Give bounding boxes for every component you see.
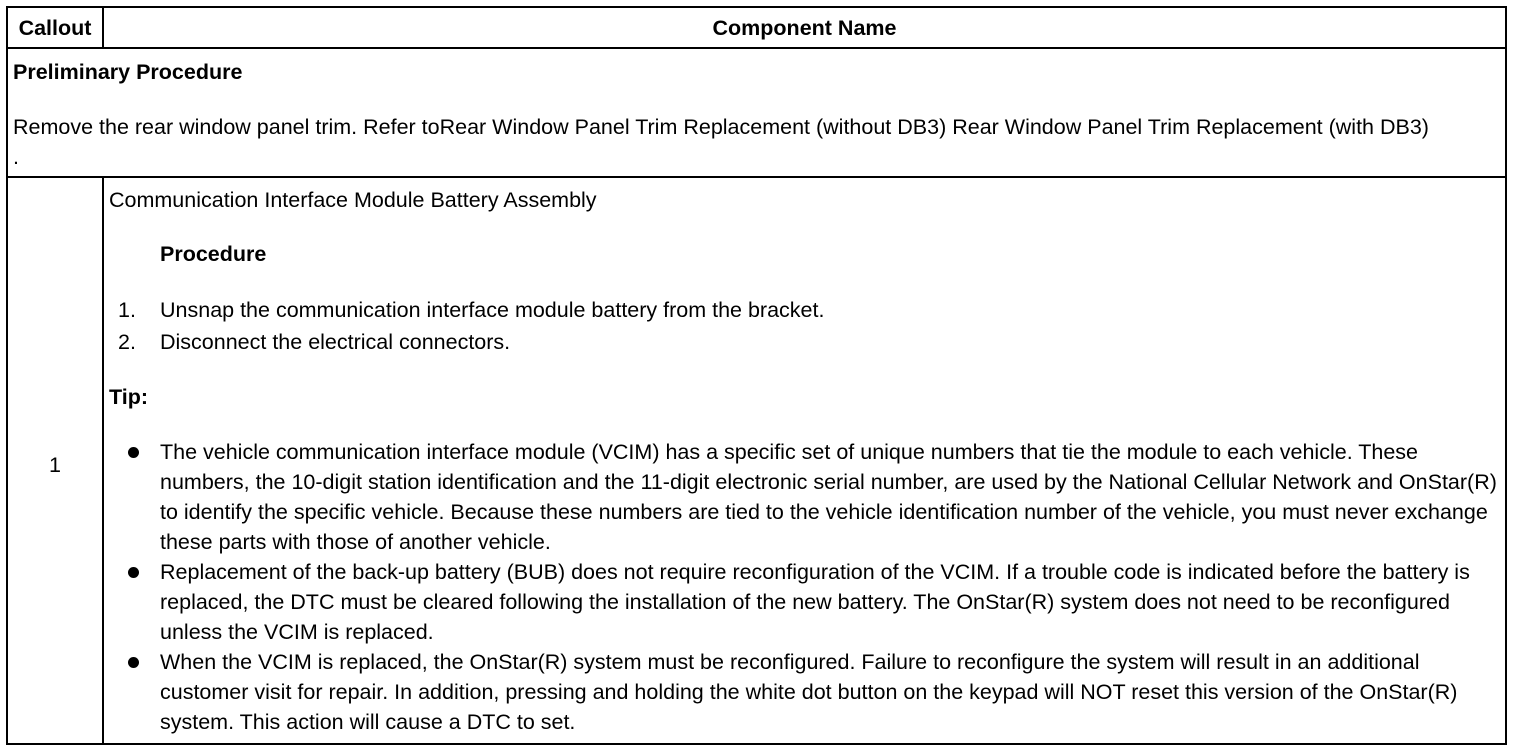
callout-number: 1 — [49, 453, 61, 477]
bullet-icon — [128, 657, 139, 668]
tip-text: The vehicle communication interface module (VCIM) has a specific set of unique numbers that tie the module to each vehicle. These numbers, the 10-digit station identification and the 11-digit electronic serial number, are used by the National Cellular Network and OnStar(R) to identify the specific vehicle. Because these numbers are tied to the vehicle identification number of the vehicle, you must never exchange these parts with those of another vehicle. — [160, 440, 1497, 554]
bullet-icon — [128, 447, 139, 458]
tip-list — [118, 437, 1503, 737]
component-table — [6, 6, 1507, 745]
callout-cell — [8, 178, 104, 743]
callout-column-header: Callout — [8, 8, 104, 47]
tip-label: Tip: — [109, 385, 149, 409]
component-name: Communication Interface Module Battery Assembly — [109, 188, 597, 212]
step-number: 1. — [118, 298, 136, 322]
step-text: Disconnect the electrical connectors. — [160, 330, 511, 354]
component-cell — [104, 178, 1505, 743]
preliminary-procedure-text: Remove the rear window panel trim. Refer toRear Window Panel Trim Replacement (without DB3) Rear Window Panel Trim Replacement (with DB3) . — [13, 115, 1429, 169]
procedure-step — [118, 326, 824, 358]
procedure-title: Procedure — [160, 242, 267, 266]
tip-text: When the VCIM is replaced, the OnStar(R) system must be reconfigured. Failure to reconfigure the system will result in an additional customer visit for repair. In addition, pressing and holding the white dot button on the keypad will NOT reset this version of the OnStar(R) system. This action will cause a DTC to set. — [160, 650, 1458, 734]
tip-item — [118, 437, 1503, 557]
bullet-icon — [128, 567, 139, 578]
preliminary-procedure-title: Preliminary Procedure — [13, 60, 243, 84]
tip-item — [118, 557, 1503, 647]
preliminary-procedure-row — [8, 49, 1505, 178]
step-number: 2. — [118, 330, 136, 354]
component-name-column-header: Component Name — [712, 16, 897, 40]
tip-text: Replacement of the back-up battery (BUB) does not require reconfiguration of the VCIM. If a trouble code is indicated before the battery is replaced, the DTC must be cleared following the installation of the new battery. The OnStar(R) system does not need to be reconfigured unless the VCIM is replaced. — [160, 560, 1470, 644]
step-text: Unsnap the communication interface module battery from the bracket. — [160, 298, 825, 322]
table-row — [8, 178, 1505, 743]
table-header-row — [8, 8, 1505, 49]
procedure-step — [118, 294, 824, 326]
tip-item — [118, 647, 1503, 737]
procedure-steps — [118, 294, 824, 358]
